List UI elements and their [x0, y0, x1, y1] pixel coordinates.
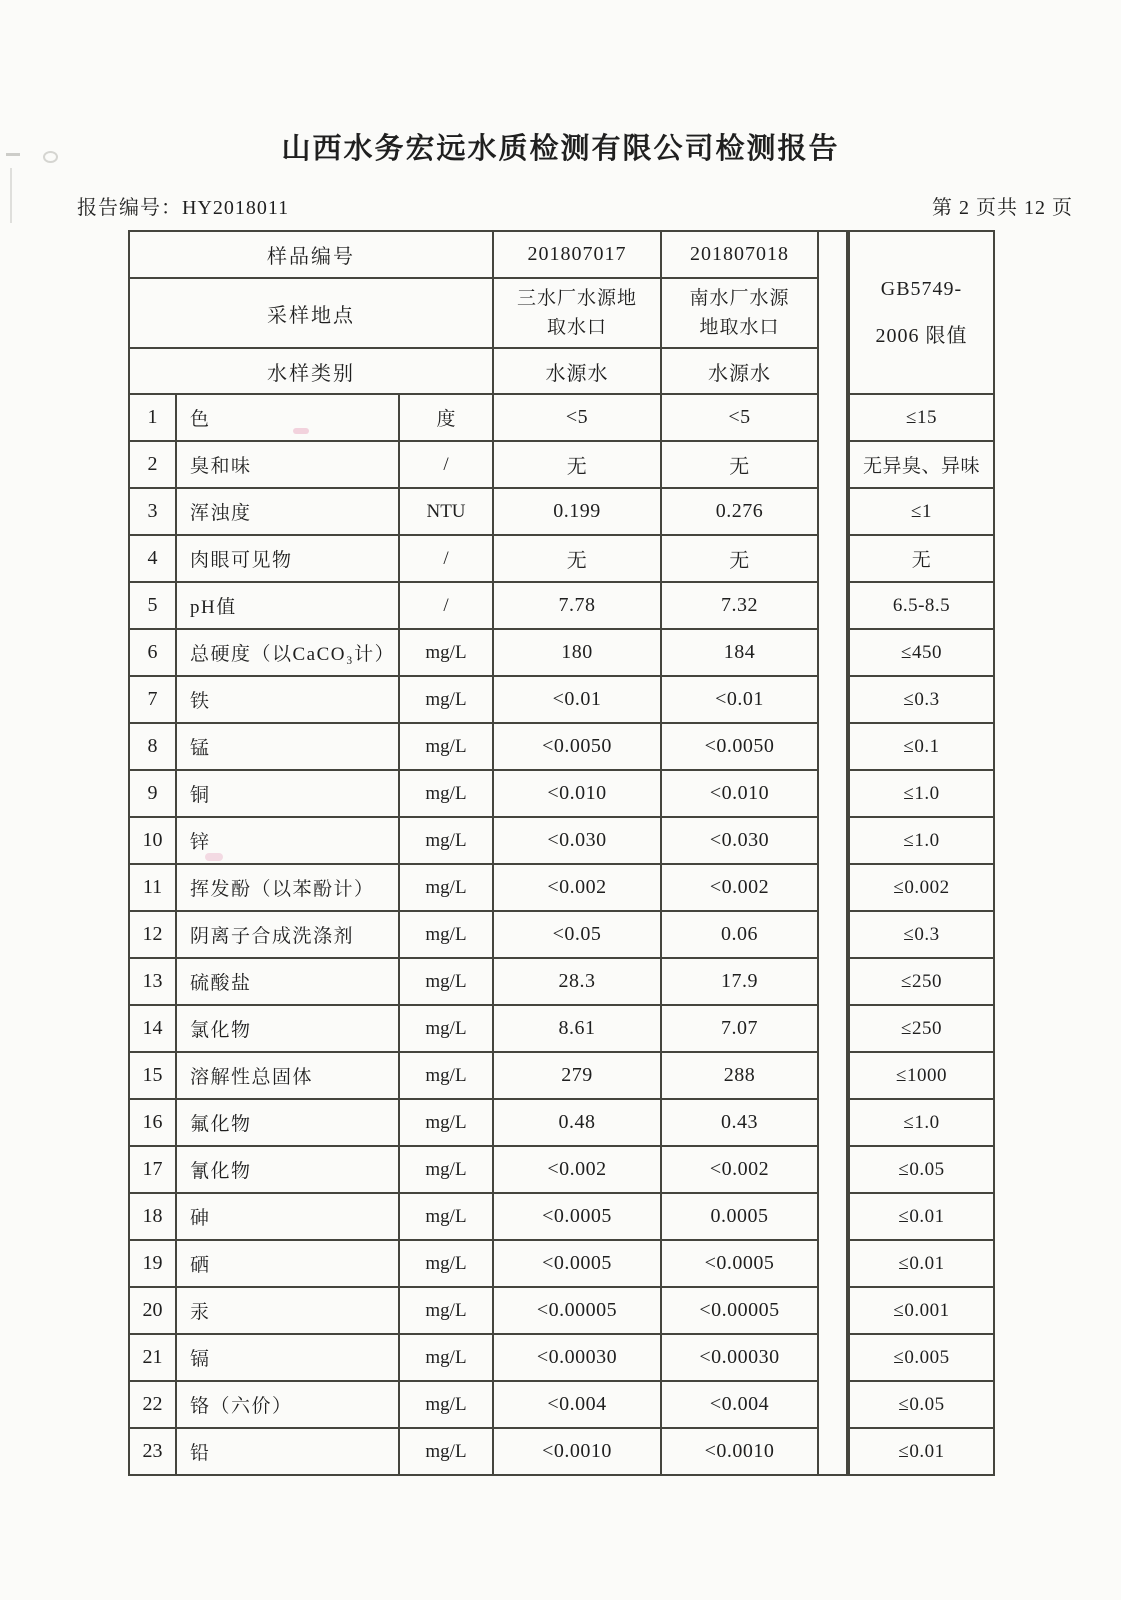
sample2-value: <0.01 [661, 676, 818, 723]
location-2: 南水厂水源 地取水口 [661, 278, 818, 348]
sample1-value: <5 [493, 394, 661, 441]
limit-value: ≤0.3 [849, 911, 994, 958]
unit-value: 度 [399, 394, 493, 441]
row-number: 7 [129, 676, 176, 723]
spacer-cell [818, 1240, 847, 1287]
table-row [129, 1428, 847, 1475]
spacer-cell [818, 864, 847, 911]
parameter-name: 砷 [176, 1193, 399, 1240]
limit-row [849, 817, 994, 864]
scan-artifact [10, 168, 12, 223]
spacer-cell [818, 1146, 847, 1193]
spacer-cell [818, 817, 847, 864]
table-row [129, 1240, 847, 1287]
sample-id-2: 201807018 [661, 231, 818, 278]
limit-value: ≤0.001 [849, 1287, 994, 1334]
unit-value: mg/L [399, 817, 493, 864]
parameter-name: 总硬度（以CaCO₃计） [176, 629, 399, 676]
table-row [129, 488, 847, 535]
row-number: 3 [129, 488, 176, 535]
unit-value: mg/L [399, 958, 493, 1005]
sample2-value: <0.0010 [661, 1428, 818, 1475]
limit-row [849, 629, 994, 676]
row-number: 15 [129, 1052, 176, 1099]
unit-value: / [399, 582, 493, 629]
sample2-value: <5 [661, 394, 818, 441]
limit-header-row [849, 231, 994, 394]
limit-row [849, 864, 994, 911]
sample2-value: <0.004 [661, 1381, 818, 1428]
spacer-cell [818, 629, 847, 676]
table-row [129, 864, 847, 911]
spacer-cell [818, 394, 847, 441]
limit-value: 6.5-8.5 [849, 582, 994, 629]
row-number: 5 [129, 582, 176, 629]
row-number: 14 [129, 1005, 176, 1052]
unit-value: mg/L [399, 1146, 493, 1193]
row-number: 10 [129, 817, 176, 864]
parameter-name: 硫酸盐 [176, 958, 399, 1005]
row-number: 22 [129, 1381, 176, 1428]
limit-value: ≤0.01 [849, 1240, 994, 1287]
sample1-value: <0.0050 [493, 723, 661, 770]
parameter-name: 铬（六价） [176, 1381, 399, 1428]
row-number: 13 [129, 958, 176, 1005]
parameter-name: 挥发酚（以苯酚计） [176, 864, 399, 911]
limit-value: ≤250 [849, 1005, 994, 1052]
limit-row [849, 676, 994, 723]
limit-table [848, 230, 995, 1476]
unit-value: mg/L [399, 1334, 493, 1381]
row-number: 23 [129, 1428, 176, 1475]
spacer-column [818, 231, 847, 394]
limit-row [849, 911, 994, 958]
limit-value: ≤15 [849, 394, 994, 441]
sample-category-row [129, 348, 847, 394]
row-number: 18 [129, 1193, 176, 1240]
unit-value: mg/L [399, 1193, 493, 1240]
sample2-value: <0.002 [661, 1146, 818, 1193]
sample2-value: 0.0005 [661, 1193, 818, 1240]
limit-row [849, 394, 994, 441]
table-row [129, 441, 847, 488]
spacer-cell [818, 535, 847, 582]
sample1-value: <0.004 [493, 1381, 661, 1428]
unit-value: mg/L [399, 1099, 493, 1146]
location-1: 三水厂水源地 取水口 [493, 278, 661, 348]
spacer-cell [818, 958, 847, 1005]
unit-value: mg/L [399, 1240, 493, 1287]
sample2-value: <0.010 [661, 770, 818, 817]
sample1-value: 0.48 [493, 1099, 661, 1146]
row-number: 9 [129, 770, 176, 817]
spacer-cell [818, 770, 847, 817]
sample1-value: 8.61 [493, 1005, 661, 1052]
sample1-value: <0.00005 [493, 1287, 661, 1334]
unit-value: mg/L [399, 723, 493, 770]
row-number: 12 [129, 911, 176, 958]
parameter-name: 汞 [176, 1287, 399, 1334]
page-title: 山西水务宏远水质检测有限公司检测报告 [281, 133, 840, 165]
row-number: 17 [129, 1146, 176, 1193]
sample1-value: <0.0005 [493, 1193, 661, 1240]
page-indicator: 第 2 页共 12 页 [932, 197, 1073, 219]
sample-id-header-label: 样品编号 [129, 231, 493, 278]
row-number: 4 [129, 535, 176, 582]
sample1-value: 7.78 [493, 582, 661, 629]
limit-value: ≤0.1 [849, 723, 994, 770]
spacer-cell [818, 1287, 847, 1334]
parameter-name: pH值 [176, 582, 399, 629]
limit-value: ≤0.3 [849, 676, 994, 723]
limit-row [849, 1428, 994, 1475]
limit-value: ≤1.0 [849, 1099, 994, 1146]
parameter-name: 锌 [176, 817, 399, 864]
table-row [129, 535, 847, 582]
sample2-value: <0.0050 [661, 723, 818, 770]
limit-row [849, 1193, 994, 1240]
sample1-value: <0.010 [493, 770, 661, 817]
spacer-cell [818, 441, 847, 488]
row-number: 6 [129, 629, 176, 676]
limit-value: 无异臭、异味 [849, 441, 994, 488]
table-row [129, 1334, 847, 1381]
table-row [129, 394, 847, 441]
parameter-name: 溶解性总固体 [176, 1052, 399, 1099]
limit-row [849, 1240, 994, 1287]
limit-value: ≤0.005 [849, 1334, 994, 1381]
report-number: 报告编号：HY2018011 [77, 197, 290, 219]
limit-row [849, 488, 994, 535]
limit-row [849, 723, 994, 770]
row-number: 21 [129, 1334, 176, 1381]
sample2-value: 184 [661, 629, 818, 676]
sample1-value: <0.002 [493, 864, 661, 911]
sampling-location-row [129, 278, 847, 348]
sample1-value: 279 [493, 1052, 661, 1099]
limit-row [849, 441, 994, 488]
table-row [129, 1052, 847, 1099]
sample1-value: 无 [493, 441, 661, 488]
parameter-name: 铅 [176, 1428, 399, 1475]
sample2-value: <0.00005 [661, 1287, 818, 1334]
unit-value: mg/L [399, 1005, 493, 1052]
parameter-name: 肉眼可见物 [176, 535, 399, 582]
parameter-name: 铜 [176, 770, 399, 817]
unit-value: mg/L [399, 1052, 493, 1099]
table-row [129, 723, 847, 770]
sample1-value: <0.030 [493, 817, 661, 864]
parameter-name: 阴离子合成洗涤剂 [176, 911, 399, 958]
limit-row [849, 1287, 994, 1334]
table-row [129, 958, 847, 1005]
limit-value: ≤1.0 [849, 817, 994, 864]
sample2-value: 无 [661, 535, 818, 582]
limit-value: ≤0.002 [849, 864, 994, 911]
spacer-cell [818, 1381, 847, 1428]
spacer-cell [818, 1005, 847, 1052]
spacer-cell [818, 488, 847, 535]
sample2-value: 7.32 [661, 582, 818, 629]
row-number: 19 [129, 1240, 176, 1287]
table-row [129, 1381, 847, 1428]
table-row [129, 770, 847, 817]
table-row [129, 1146, 847, 1193]
limit-row [849, 770, 994, 817]
category-header-label: 水样类别 [129, 348, 493, 394]
parameter-name: 臭和味 [176, 441, 399, 488]
parameter-name: 铁 [176, 676, 399, 723]
spacer-cell [818, 1334, 847, 1381]
table-row [129, 582, 847, 629]
unit-value: NTU [399, 488, 493, 535]
row-number: 1 [129, 394, 176, 441]
sample-id-1: 201807017 [493, 231, 661, 278]
limit-value: ≤0.05 [849, 1381, 994, 1428]
spacer-cell [818, 676, 847, 723]
spacer-cell [818, 1428, 847, 1475]
unit-value: / [399, 441, 493, 488]
sample2-value: 0.06 [661, 911, 818, 958]
table-row [129, 1099, 847, 1146]
sample2-value: 17.9 [661, 958, 818, 1005]
category-1: 水源水 [493, 348, 661, 394]
sample2-value: 7.07 [661, 1005, 818, 1052]
parameter-name: 氟化物 [176, 1099, 399, 1146]
table-row [129, 629, 847, 676]
spacer-cell [818, 1193, 847, 1240]
limit-value: ≤0.05 [849, 1146, 994, 1193]
limit-row [849, 1005, 994, 1052]
limit-row [849, 1381, 994, 1428]
limit-value: ≤0.01 [849, 1428, 994, 1475]
sample2-value: 0.276 [661, 488, 818, 535]
spacer-cell [818, 723, 847, 770]
limit-row [849, 1146, 994, 1193]
sample2-value: <0.00030 [661, 1334, 818, 1381]
limit-row [849, 958, 994, 1005]
unit-value: mg/L [399, 770, 493, 817]
limit-row [849, 535, 994, 582]
parameter-name: 氯化物 [176, 1005, 399, 1052]
row-number: 16 [129, 1099, 176, 1146]
unit-value: mg/L [399, 1381, 493, 1428]
spacer-cell [818, 582, 847, 629]
limit-value: 无 [849, 535, 994, 582]
row-number: 20 [129, 1287, 176, 1334]
sample2-value: 288 [661, 1052, 818, 1099]
row-number: 8 [129, 723, 176, 770]
unit-value: mg/L [399, 629, 493, 676]
table-row [129, 911, 847, 958]
location-header-label: 采样地点 [129, 278, 493, 348]
parameter-name: 锰 [176, 723, 399, 770]
limit-value: ≤1.0 [849, 770, 994, 817]
sample1-value: <0.002 [493, 1146, 661, 1193]
unit-value: mg/L [399, 911, 493, 958]
sample-id-row [129, 231, 847, 278]
parameter-name: 硒 [176, 1240, 399, 1287]
table-row [129, 676, 847, 723]
limit-value: ≤0.01 [849, 1193, 994, 1240]
parameter-name: 色 [176, 394, 399, 441]
unit-value: / [399, 535, 493, 582]
limit-value: ≤250 [849, 958, 994, 1005]
sample1-value: 180 [493, 629, 661, 676]
sample1-value: <0.0005 [493, 1240, 661, 1287]
table-row [129, 817, 847, 864]
sample2-value: <0.030 [661, 817, 818, 864]
sample1-value: <0.01 [493, 676, 661, 723]
limit-row [849, 1052, 994, 1099]
sample2-value: <0.002 [661, 864, 818, 911]
spacer-cell [818, 1052, 847, 1099]
sample2-value: <0.0005 [661, 1240, 818, 1287]
sample1-value: <0.05 [493, 911, 661, 958]
spacer-cell [818, 911, 847, 958]
row-number: 2 [129, 441, 176, 488]
parameter-name: 氰化物 [176, 1146, 399, 1193]
unit-value: mg/L [399, 1287, 493, 1334]
unit-value: mg/L [399, 676, 493, 723]
parameter-name: 浑浊度 [176, 488, 399, 535]
category-2: 水源水 [661, 348, 818, 394]
sample1-value: <0.00030 [493, 1334, 661, 1381]
results-table [128, 230, 848, 1476]
limit-header-label: GB5749- 2006 限值 [849, 231, 994, 394]
sample1-value: 28.3 [493, 958, 661, 1005]
sample1-value: 0.199 [493, 488, 661, 535]
parameter-name: 镉 [176, 1334, 399, 1381]
table-row [129, 1193, 847, 1240]
limit-row [849, 1334, 994, 1381]
limit-value: ≤1000 [849, 1052, 994, 1099]
sample1-value: <0.0010 [493, 1428, 661, 1475]
limit-row [849, 582, 994, 629]
table-row [129, 1005, 847, 1052]
limit-value: ≤450 [849, 629, 994, 676]
unit-value: mg/L [399, 1428, 493, 1475]
table-row [129, 1287, 847, 1334]
sample1-value: 无 [493, 535, 661, 582]
limit-row [849, 1099, 994, 1146]
unit-value: mg/L [399, 864, 493, 911]
spacer-cell [818, 1099, 847, 1146]
sample2-value: 0.43 [661, 1099, 818, 1146]
limit-value: ≤1 [849, 488, 994, 535]
sample2-value: 无 [661, 441, 818, 488]
row-number: 11 [129, 864, 176, 911]
